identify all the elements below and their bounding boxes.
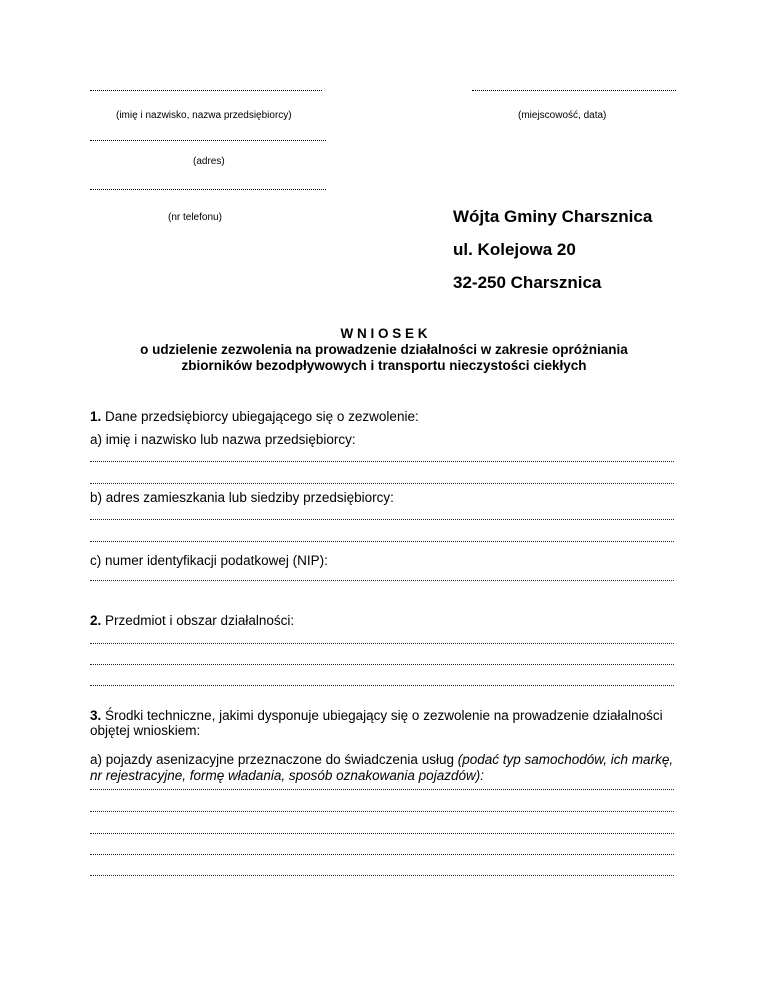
place-date-line[interactable] (472, 90, 676, 91)
recipient-city: 32-250 Charsznica (453, 273, 602, 292)
section2-line2[interactable] (90, 664, 674, 665)
section1-b-line1[interactable] (90, 519, 674, 520)
section3-line4[interactable] (90, 854, 674, 855)
section1-a-line1[interactable] (90, 461, 674, 462)
section2-number: 2. (90, 613, 102, 628)
section3-a-line1 (90, 752, 673, 767)
section1-title-text: Dane przedsiębiorcy ubiegającego się o zezwolenie: (101, 409, 419, 424)
section3-title-line1 (90, 708, 663, 723)
section3-title-line2: objętej wnioskiem: (90, 723, 201, 738)
section1-a-line2[interactable] (90, 483, 674, 484)
section3-title-text: Środki techniczne, jakimi dysponuje ubiegający się o zezwolenie na prowadzenie działalności (101, 708, 663, 723)
address-line[interactable] (90, 140, 326, 141)
section1-b-label: b) adres zamieszkania lub siedziby przedsiębiorcy: (90, 490, 394, 505)
applicant-name-label: (imię i nazwisko, nazwa przedsiębiorcy) (116, 110, 292, 121)
section3-line5[interactable] (90, 875, 674, 876)
section2-line3[interactable] (90, 685, 674, 686)
section3-number: 3. (90, 708, 102, 723)
document-title-line2: zbiorników bezodpływowych i transportu nieczystości ciekłych (181, 358, 587, 373)
section1-title (90, 409, 419, 424)
place-date-label: (miejscowość, data) (518, 110, 607, 121)
section2-title-text: Przedmiot i obszar działalności: (101, 613, 295, 628)
phone-label: (nr telefonu) (168, 212, 222, 223)
section1-c-line[interactable] (90, 580, 674, 581)
section2-title (90, 613, 294, 628)
phone-line[interactable] (90, 189, 326, 190)
recipient-name: Wójta Gminy Charsznica (453, 207, 653, 226)
section3-a-hint1: (podać typ samochodów, ich markę, (457, 752, 674, 767)
section1-c-label: c) numer identyfikacji podatkowej (NIP): (90, 553, 328, 568)
recipient-street: ul. Kolejowa 20 (453, 240, 576, 259)
section3-line2[interactable] (90, 811, 674, 812)
section3-line3[interactable] (90, 833, 674, 834)
document-heading: W N I O S E K (340, 326, 428, 341)
section1-b-line2[interactable] (90, 541, 674, 542)
section3-a-text: a) pojazdy asenizacyjne przeznaczone do świadczenia usług (90, 752, 458, 767)
section2-line1[interactable] (90, 643, 674, 644)
document-title-line1: o udzielenie zezwolenia na prowadzenie działalności w zakresie opróżniania (140, 342, 628, 357)
section3-a-hint2: nr rejestracyjne, formę władania, sposób oznakowania pojazdów): (90, 768, 484, 783)
section1-number: 1. (90, 409, 102, 424)
section3-line1[interactable] (90, 789, 674, 790)
address-label: (adres) (193, 156, 225, 167)
section1-a-label: a) imię i nazwisko lub nazwa przedsiębiorcy: (90, 432, 356, 447)
applicant-name-line[interactable] (90, 90, 322, 91)
